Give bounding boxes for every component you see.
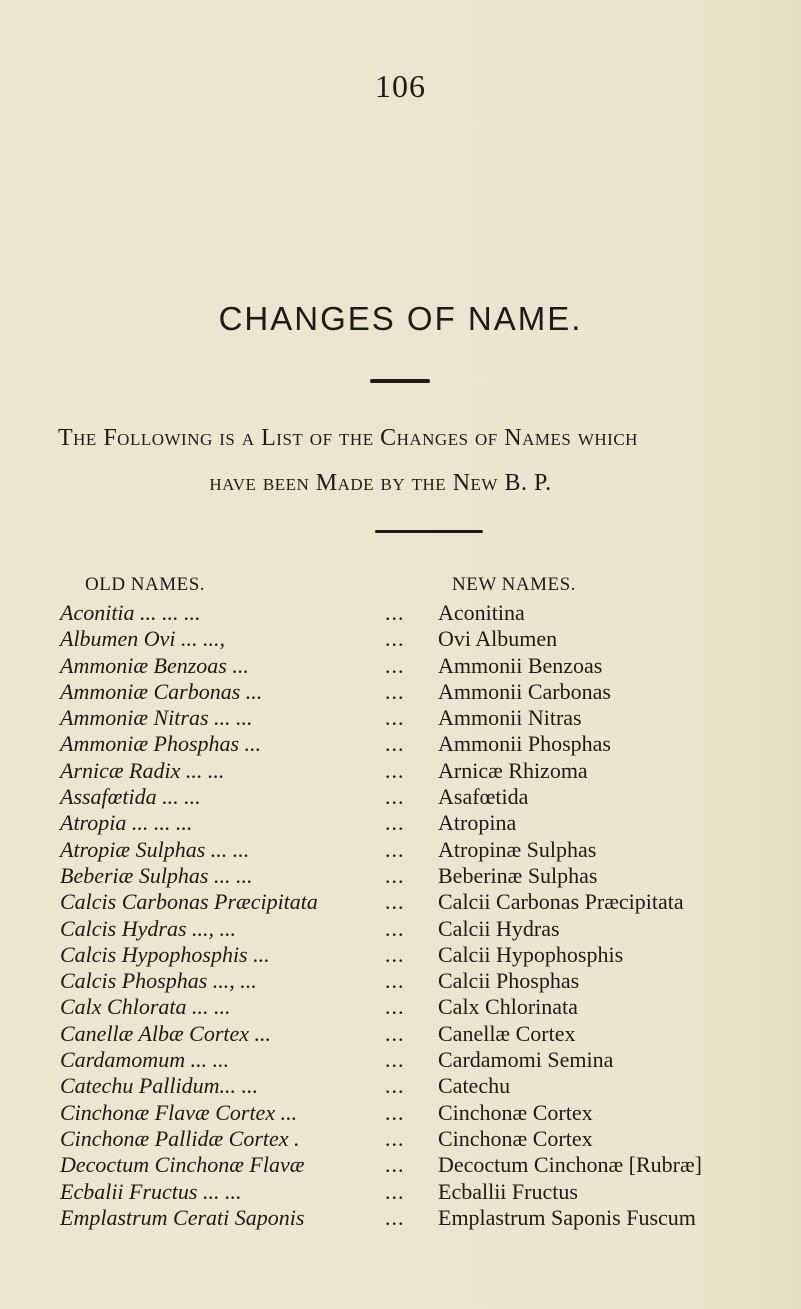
new-name: Cinchonæ Cortex	[438, 1125, 593, 1151]
table-row	[0, 889, 801, 915]
new-name: Ammonii Nitras	[438, 705, 582, 731]
old-name: Calcis Hydras ..., ...	[60, 915, 236, 941]
old-name: Ammoniæ Phosphas ...	[60, 731, 262, 757]
new-name: Asafœtida	[438, 784, 529, 810]
dot-leader: ...	[385, 1020, 405, 1046]
old-name: Atropiæ Sulphas ... ...	[60, 836, 250, 862]
dot-leader: ...	[385, 784, 405, 810]
new-name: Catechu	[438, 1073, 511, 1099]
table-row	[0, 1047, 801, 1073]
table-row	[0, 1205, 801, 1231]
old-name: Albumen Ovi ... ...,	[60, 626, 225, 652]
new-name: Calcii Hypophosphis	[438, 941, 624, 967]
table-row	[0, 1073, 801, 1099]
new-name: Cardamomi Semina	[438, 1047, 614, 1073]
table-row	[0, 626, 801, 652]
new-name: Atropina	[438, 810, 517, 836]
dot-leader: ...	[385, 1204, 405, 1230]
table-row	[0, 916, 801, 942]
old-name: Cardamomum ... ...	[60, 1047, 230, 1073]
dot-leader: ...	[385, 994, 405, 1020]
table-row	[0, 705, 801, 731]
old-name: Arnicæ Radix ... ...	[60, 757, 225, 783]
old-name: Ammoniæ Benzoas ...	[60, 652, 249, 678]
intro-line-2: have been Made by the New B. P.	[209, 470, 552, 496]
old-name: Calcis Hypophosphis ...	[60, 941, 270, 967]
dot-leader: ...	[385, 810, 405, 836]
page-number: 106	[375, 68, 426, 104]
dot-leader: ...	[385, 1125, 405, 1151]
table-row	[0, 1126, 801, 1152]
old-names-header: OLD NAMES.	[85, 574, 206, 595]
table-row	[0, 837, 801, 863]
new-name: Arnicæ Rhizoma	[438, 757, 588, 783]
table-row	[0, 968, 801, 994]
dot-leader: ...	[385, 1099, 405, 1125]
intro-rule	[375, 530, 483, 533]
dot-leader: ...	[385, 626, 405, 652]
old-name: Canellæ Albæ Cortex ...	[60, 1020, 272, 1046]
old-name: Catechu Pallidum... ...	[60, 1073, 258, 1099]
new-name: Decoctum Cinchonæ [Rubræ]	[438, 1152, 702, 1178]
dot-leader: ...	[385, 1073, 405, 1099]
dot-leader: ...	[385, 1152, 405, 1178]
table-row	[0, 863, 801, 889]
table-row	[0, 1179, 801, 1205]
new-name: Calcii Hydras	[438, 915, 560, 941]
table-row	[0, 758, 801, 784]
dot-leader: ...	[385, 1047, 405, 1073]
table-row	[0, 731, 801, 757]
new-name: Ammonii Benzoas	[438, 652, 603, 678]
table-row	[0, 1021, 801, 1047]
table-row	[0, 653, 801, 679]
table-row	[0, 600, 801, 626]
old-name: Ammoniæ Carbonas ...	[60, 678, 263, 704]
new-name: Canellæ Cortex	[438, 1020, 576, 1046]
name-changes-table	[0, 600, 801, 1231]
dot-leader: ...	[385, 652, 405, 678]
new-name: Atropinæ Sulphas	[438, 836, 597, 862]
new-names-header: NEW NAMES.	[452, 574, 576, 595]
old-name: Ecbalii Fructus ... ...	[60, 1178, 242, 1204]
table-row	[0, 1152, 801, 1178]
old-name: Atropia ... ... ...	[60, 810, 193, 836]
new-name: Aconitina	[438, 600, 525, 625]
new-name: Emplastrum Saponis Fuscum	[438, 1204, 696, 1230]
intro-line-1: The Following is a List of the Changes of Names which	[58, 425, 638, 451]
old-name: Emplastrum Cerati Saponis	[60, 1204, 305, 1230]
dot-leader: ...	[385, 941, 405, 967]
table-row	[0, 994, 801, 1020]
new-name: Ovi Albumen	[438, 626, 558, 652]
dot-leader: ...	[385, 600, 405, 625]
old-name: Assafœtida ... ...	[60, 784, 201, 810]
new-name: Cinchonæ Cortex	[438, 1099, 593, 1125]
table-row	[0, 1100, 801, 1126]
old-name: Calx Chlorata ... ...	[60, 994, 231, 1020]
dot-leader: ...	[385, 915, 405, 941]
new-name: Ammonii Phosphas	[438, 731, 611, 757]
title-rule	[370, 379, 430, 383]
dot-leader: ...	[385, 731, 405, 757]
dot-leader: ...	[385, 968, 405, 994]
dot-leader: ...	[385, 1178, 405, 1204]
old-name: Beberiæ Sulphas ... ...	[60, 862, 253, 888]
dot-leader: ...	[385, 705, 405, 731]
new-name: Calx Chlorinata	[438, 994, 578, 1020]
old-name: Ammoniæ Nitras ... ...	[60, 705, 253, 731]
old-name: Decoctum Cinchonæ Flavæ	[60, 1152, 305, 1178]
table-row	[0, 679, 801, 705]
page-title: CHANGES OF NAME.	[218, 300, 583, 337]
table-row	[0, 810, 801, 836]
table-row	[0, 784, 801, 810]
new-name: Calcii Carbonas Præcipitata	[438, 889, 684, 915]
table-row	[0, 942, 801, 968]
old-name: Aconitia ... ... ...	[60, 600, 201, 625]
dot-leader: ...	[385, 678, 405, 704]
old-name: Calcis Phosphas ..., ...	[60, 968, 257, 994]
dot-leader: ...	[385, 757, 405, 783]
old-name: Cinchonæ Flavæ Cortex ...	[60, 1099, 298, 1125]
old-name: Calcis Carbonas Præcipitata	[60, 889, 318, 915]
dot-leader: ...	[385, 889, 405, 915]
new-name: Beberinæ Sulphas	[438, 862, 598, 888]
old-name: Cinchonæ Pallidæ Cortex .	[60, 1125, 300, 1151]
dot-leader: ...	[385, 862, 405, 888]
new-name: Ammonii Carbonas	[438, 678, 611, 704]
new-name: Ecballii Fructus	[438, 1178, 578, 1204]
new-name: Calcii Phosphas	[438, 968, 580, 994]
dot-leader: ...	[385, 836, 405, 862]
